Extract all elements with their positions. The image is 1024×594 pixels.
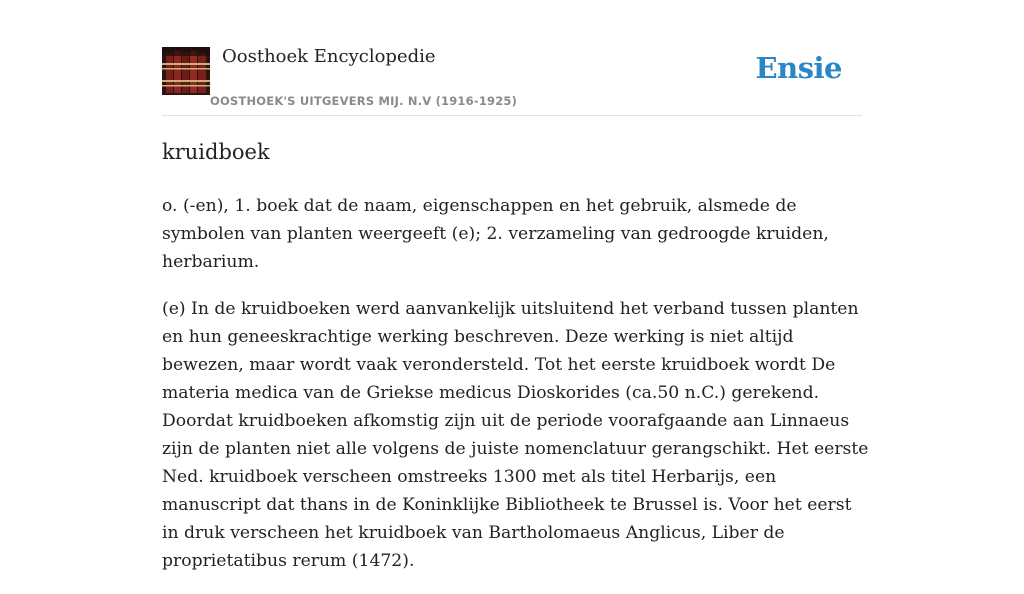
entry-body — [162, 192, 872, 594]
definition-paragraph: o. (-en), 1. boek dat de naam, eigenschappen en het gebruik, alsmede de symbolen van planten weergeeft (e); 2. verzameling van gedroogde kruiden, herbarium. — [162, 196, 829, 272]
publisher-label: OOSTHOEK'S UITGEVERS MIJ. N.V (1916-1925) — [210, 94, 518, 108]
source-header — [162, 45, 862, 116]
source-title[interactable]: Oosthoek Encyclopedie — [222, 46, 436, 67]
explanation-paragraph: (e) In de kruidboeken werd aanvankelijk uitsluitend het verband tussen planten en hun geneeskrachtige werking beschreven. Deze werking is niet altijd bewezen, maar wordt vaak verondersteld. Tot het eerste kruidboek wordt De materia medica van de Griekse medicus Dioskorides (ca.50 n.C.) gerekend. Doordat kruidboeken afkomstig zijn uit de periode voorafgaande aan Linnaeus zijn de planten niet alle volgens de juiste nomenclatuur gerangschikt. Het eerste Ned. kruidboek verscheen omstreeks 1300 met als titel Herbarijs, een manuscript dat thans in de Koninklijke Bibliotheek te Brussel is. Voor het eerst in druk verscheen het kruidboek van Bartholomaeus Anglicus, Liber de proprietatibus rerum (1472). — [162, 299, 869, 571]
source-avatar-icon[interactable] — [162, 47, 210, 95]
entry-title: kruidboek — [162, 140, 270, 164]
ensie-logo[interactable]: Ensie — [755, 51, 842, 85]
